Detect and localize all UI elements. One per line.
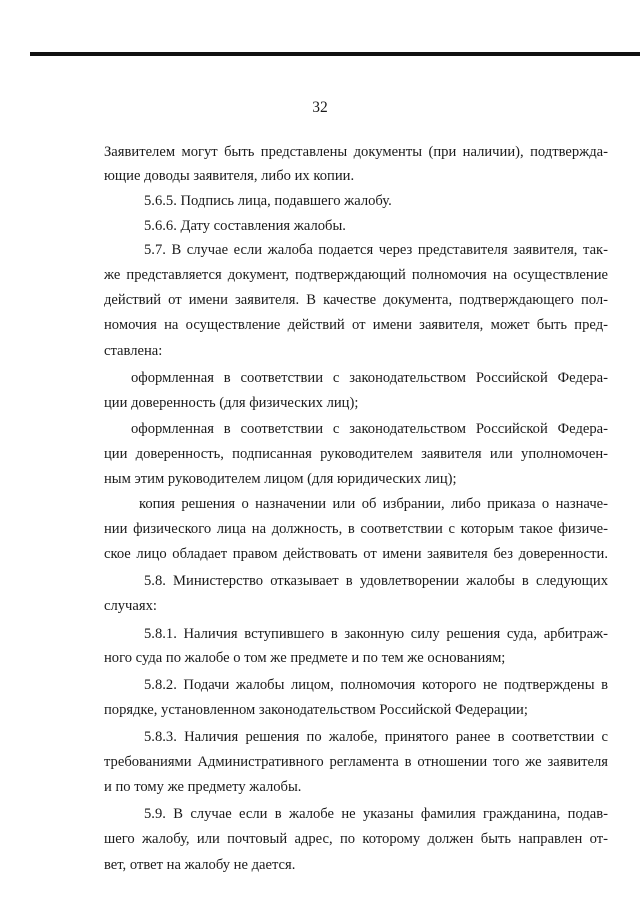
text-line: ставлена: <box>104 343 163 359</box>
text-line: и по тому же предмету жалобы. <box>104 779 302 795</box>
text-line: 5.8. Министерство отказывает в удовлетворении жалобы в следующих <box>144 573 608 589</box>
text-line: оформленная в соответствии с законодательством Российской Федера- <box>131 370 608 386</box>
text-line: ного суда по жалобе о том же предмете и по тем же основаниям; <box>104 650 506 666</box>
top-rule <box>30 52 640 56</box>
text-line: оформленная в соответствии с законодательством Российской Федера- <box>131 421 608 437</box>
text-line: действий от имени заявителя. В качестве документа, подтверждающего пол- <box>104 292 608 308</box>
text-line: же представляется документ, подтверждающий полномочия на осуществление <box>104 267 608 283</box>
text-line: шего жалобу, или почтовый адрес, по которому должен быть направлен от- <box>104 831 608 847</box>
text-line: ющие доводы заявителя, либо их копии. <box>104 168 355 184</box>
text-line: 5.9. В случае если в жалобе не указаны фамилия гражданина, подав- <box>144 806 608 822</box>
text-line: ным этим руководителем лицом (для юридических лиц); <box>104 471 457 487</box>
text-line: 5.6.6. Дату составления жалобы. <box>144 218 346 234</box>
text-line: порядке, установленном законодательством Российской Федерации; <box>104 702 528 718</box>
text-line: Заявителем могут быть представлены документы (при наличии), подтвержда- <box>104 144 608 160</box>
text-line: ции доверенность, подписанная руководителем заявителя или уполномочен- <box>104 446 608 462</box>
text-line: 5.6.5. Подпись лица, подавшего жалобу. <box>144 193 392 209</box>
text-line: 5.8.3. Наличия решения по жалобе, принятого ранее в соответствии с <box>144 729 608 745</box>
text-line: 5.7. В случае если жалоба подается через представителя заявителя, так- <box>144 242 608 258</box>
text-line: номочия на осуществление действий от имени заявителя, может быть пред- <box>104 317 608 333</box>
text-line: требованиями Административного регламента в отношении того же заявителя <box>104 754 608 770</box>
text-line: случаях: <box>104 598 157 614</box>
text-line: 5.8.2. Подачи жалобы лицом, полномочия которого не подтверждены в <box>144 677 608 693</box>
text-line: копия решения о назначении или об избрании, либо приказа о назначе- <box>139 496 608 512</box>
text-line: вет, ответ на жалобу не дается. <box>104 857 296 873</box>
text-line: ское лицо обладает правом действовать от имени заявителя без доверенности. <box>104 546 608 562</box>
text-line: нии физического лица на должность, в соответствии с которым такое физиче- <box>104 521 608 537</box>
text-line: ции доверенность (для физических лиц); <box>104 395 359 411</box>
page-number: 32 <box>312 99 328 116</box>
text-line: 5.8.1. Наличия вступившего в законную силу решения суда, арбитраж- <box>144 626 608 642</box>
